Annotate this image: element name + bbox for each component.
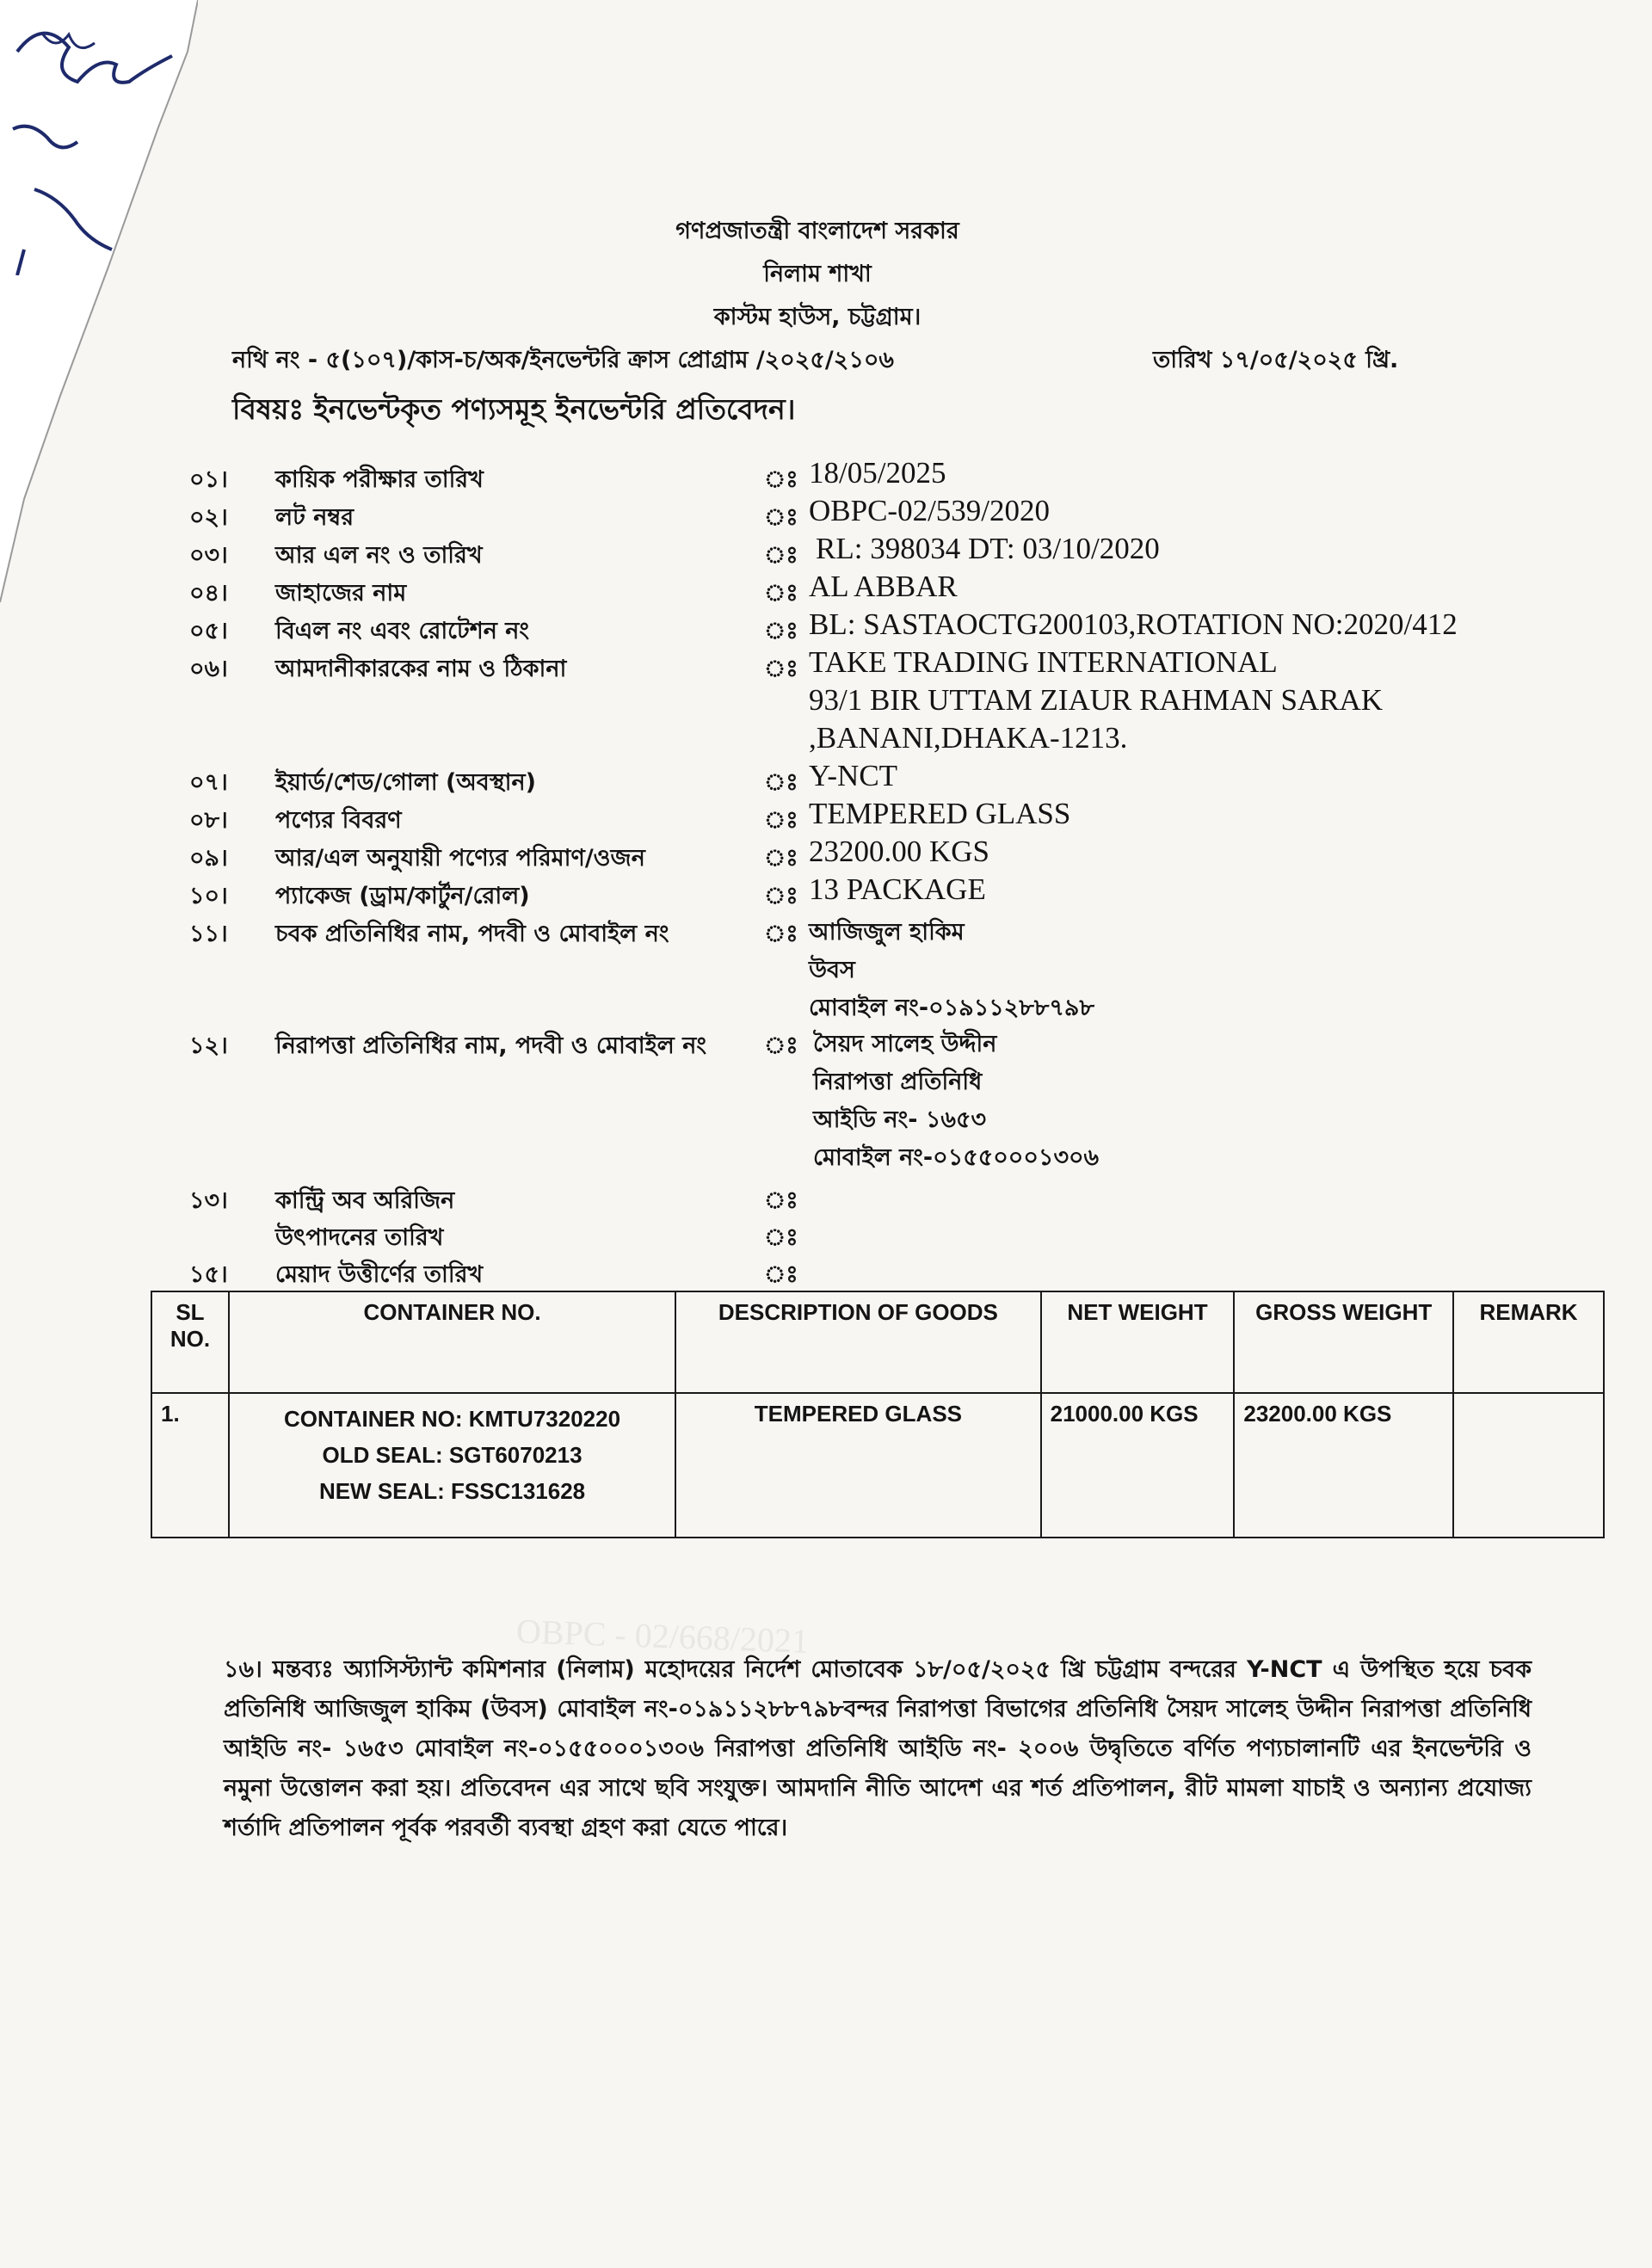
row-number: ০৪। xyxy=(189,580,228,607)
importer-name-value: TAKE TRADING INTERNATIONAL xyxy=(809,645,1278,679)
security-rep-designation: নিরাপত্তা প্রতিনিধি xyxy=(813,1069,983,1095)
row-number: ০২। xyxy=(189,504,228,531)
field-label: আর/এল অনুযায়ী পণ্যের পরিমাণ/ওজন xyxy=(275,845,645,872)
field-colon: ঃ xyxy=(764,845,798,872)
subject-line: বিষয়ঃ ইনভেন্টকৃত পণ্যসমূহ ইনভেন্টরি প্রতিবেদন। xyxy=(232,392,796,426)
field-label: আমদানীকারকের নাম ও ঠিকানা xyxy=(275,656,567,682)
column-header-net-weight: NET WEIGHT xyxy=(1041,1291,1235,1393)
header-section: নিলাম শাখা xyxy=(763,261,872,287)
field-label: মেয়াদ উত্তীর্ণের তারিখ xyxy=(275,1261,484,1288)
field-label: নিরাপত্তা প্রতিনিধির নাম, পদবী ও মোবাইল নং xyxy=(275,1032,706,1059)
security-rep-name: সৈয়দ সালেহ উদ্দীন xyxy=(813,1031,997,1057)
handwritten-signature xyxy=(9,17,189,275)
container-table xyxy=(151,1291,1605,1538)
field-colon: ঃ xyxy=(764,504,798,531)
quantity-weight-value: 23200.00 KGS xyxy=(809,835,990,868)
row-number: ১১। xyxy=(189,921,228,947)
importer-address-line-1: 93/1 BIR UTTAM ZIAUR RAHMAN SARAK xyxy=(809,683,1384,717)
header-government: গণপ্রজাতন্ত্রী বাংলাদেশ সরকার xyxy=(675,218,959,244)
port-rep-name: আজিজুল হাকিম xyxy=(809,919,965,946)
row-number: ০৮। xyxy=(189,807,228,834)
table-header-row xyxy=(151,1291,1604,1393)
field-colon: ঃ xyxy=(764,466,798,493)
column-header-container: CONTAINER NO. xyxy=(229,1291,675,1393)
row-number: ০৩। xyxy=(189,542,228,569)
port-rep-mobile: মোবাইল নং-০১৯১১২৮৮৭৯৮ xyxy=(809,995,1094,1021)
field-label: উৎপাদনের তারিখ xyxy=(275,1224,444,1251)
field-colon: ঃ xyxy=(764,656,798,682)
cell-net-weight: 21000.00 KGS xyxy=(1041,1393,1235,1538)
field-colon: ঃ xyxy=(764,580,798,607)
field-label: লট নম্বর xyxy=(275,504,354,531)
row-number: ০৬। xyxy=(189,656,228,682)
field-colon: ঃ xyxy=(764,1261,798,1288)
row-number: ১৫। xyxy=(189,1261,228,1288)
row-number: ০৫। xyxy=(189,618,228,644)
new-seal: NEW SEAL: FSSC131628 xyxy=(318,1478,586,1504)
goods-description-value: TEMPERED GLASS xyxy=(809,797,1071,830)
field-label: জাহাজের নাম xyxy=(275,580,407,607)
field-label: প্যাকেজ (ড্রাম/কার্টুন/রোল) xyxy=(275,883,530,909)
field-label: ইয়ার্ড/শেড/গোলা (অবস্থান) xyxy=(275,769,536,796)
field-colon: ঃ xyxy=(764,618,798,644)
cell-description: TEMPERED GLASS xyxy=(675,1393,1040,1538)
table-row xyxy=(151,1393,1604,1538)
field-colon: ঃ xyxy=(764,1224,798,1251)
cell-remark xyxy=(1453,1393,1604,1538)
importer-address-line-2: ,BANANI,DHAKA-1213. xyxy=(809,721,1128,755)
field-colon: ঃ xyxy=(764,769,798,796)
container-number: CONTAINER NO: KMTU7320220 xyxy=(284,1406,621,1432)
port-rep-designation: উবস xyxy=(809,957,855,983)
field-label: পণ্যের বিবরণ xyxy=(275,807,402,834)
inspection-date-value: 18/05/2025 xyxy=(809,456,946,490)
field-label: কায়িক পরীক্ষার তারিখ xyxy=(275,466,484,493)
package-value: 13 PACKAGE xyxy=(809,872,986,906)
rl-number-value: RL: 398034 DT: 03/10/2020 xyxy=(816,532,1160,565)
row-number: ০৭। xyxy=(189,769,228,796)
security-rep-mobile: মোবাইল নং-০১৫৫০০০১৩০৬ xyxy=(813,1144,1100,1171)
yard-location-value: Y-NCT xyxy=(809,759,898,792)
security-rep-id: আইডি নং- ১৬৫৩ xyxy=(813,1106,987,1133)
field-colon: ঃ xyxy=(764,542,798,569)
field-label: কান্ট্রি অব অরিজিন xyxy=(275,1187,455,1214)
remarks-paragraph: ১৬। মন্তব্যঃ অ্যাসিস্ট্যান্ট কমিশনার (নিলাম) মহোদয়ের নির্দেশ মোতাবেক ১৮/০৫/২০২৫ খ্রি চট্টগ্রাম বন্দরের Y-NCT এ উপস্থিত হয়ে চবক প্রতিনিধি আজিজুল হাকিম (উবস) মোবাইল নং-০১৯১১২৮৮৭৯৮বন্দর নিরাপত্তা বিভাগের প্রতিনিধি সৈয়দ সালেহ উদ্দীন নিরাপত্তা প্রতিনিধি আইডি নং- ১৬৫৩ মোবাইল নং-০১৫৫০০০১৩০৬ নিরাপত্তা প্রতিনিধি আইডি নং- ২০০৬ উদ্বৃতিতে বর্ণিত পণ্যচালানটি এর ইনভেন্টরি ও নমুনা উত্তোলন করা হয়। প্রতিবেদন এর সাথে ছবি সংযুক্ত। আমদানি নীতি আদেশ এর শর্ত প্রতিপালন, রীট মামলা যাচাই ও অন্যান্য প্রযোজ্য শর্তাদি প্রতিপালন পূর্বক পরবর্তী ব্যবস্থা গ্রহণ করা যেতে পারে। xyxy=(224,1656,1532,1841)
row-number: ১২। xyxy=(189,1032,228,1059)
field-label: আর এল নং ও তারিখ xyxy=(275,542,483,569)
document-date: তারিখ ১৭/০৫/২০২৫ খ্রি. xyxy=(1153,347,1399,373)
row-number: ০১। xyxy=(189,466,228,493)
field-label: চবক প্রতিনিধির নাম, পদবী ও মোবাইল নং xyxy=(275,921,669,947)
field-colon: ঃ xyxy=(764,1187,798,1214)
bl-rotation-value: BL: SASTAOCTG200103,ROTATION NO:2020/412 xyxy=(809,607,1458,641)
file-reference-number: নথি নং - ৫(১০৭)/কাস-চ/অক/ইনভেন্টরি ক্রাস প্রোগ্রাম /২০২৫/২১০৬ xyxy=(232,347,894,373)
cell-gross-weight: 23200.00 KGS xyxy=(1234,1393,1453,1538)
field-label: বিএল নং এবং রোটেশন নং xyxy=(275,618,529,644)
lot-number-value: OBPC-02/539/2020 xyxy=(809,494,1051,527)
column-header-description: DESCRIPTION OF GOODS xyxy=(675,1291,1040,1393)
column-header-gross-weight: GROSS WEIGHT xyxy=(1234,1291,1453,1393)
bleed-through-text: OBPC - 02/668/2021 xyxy=(515,1612,810,1661)
field-colon: ঃ xyxy=(764,1032,798,1059)
row-number: ১৩। xyxy=(189,1187,228,1214)
field-colon: ঃ xyxy=(764,883,798,909)
vessel-name-value: AL ABBAR xyxy=(809,570,958,603)
row-number: ১০। xyxy=(189,883,228,909)
old-seal: OLD SEAL: SGT6070213 xyxy=(322,1442,583,1468)
cell-container xyxy=(229,1393,675,1538)
field-colon: ঃ xyxy=(764,807,798,834)
field-colon: ঃ xyxy=(764,921,798,947)
column-header-sl: SL NO. xyxy=(151,1291,229,1393)
column-header-remark: REMARK xyxy=(1453,1291,1604,1393)
cell-sl: 1. xyxy=(151,1393,229,1538)
row-number: ০৯। xyxy=(189,845,228,872)
header-office: কাস্টম হাউস, চট্টগ্রাম। xyxy=(713,304,922,330)
